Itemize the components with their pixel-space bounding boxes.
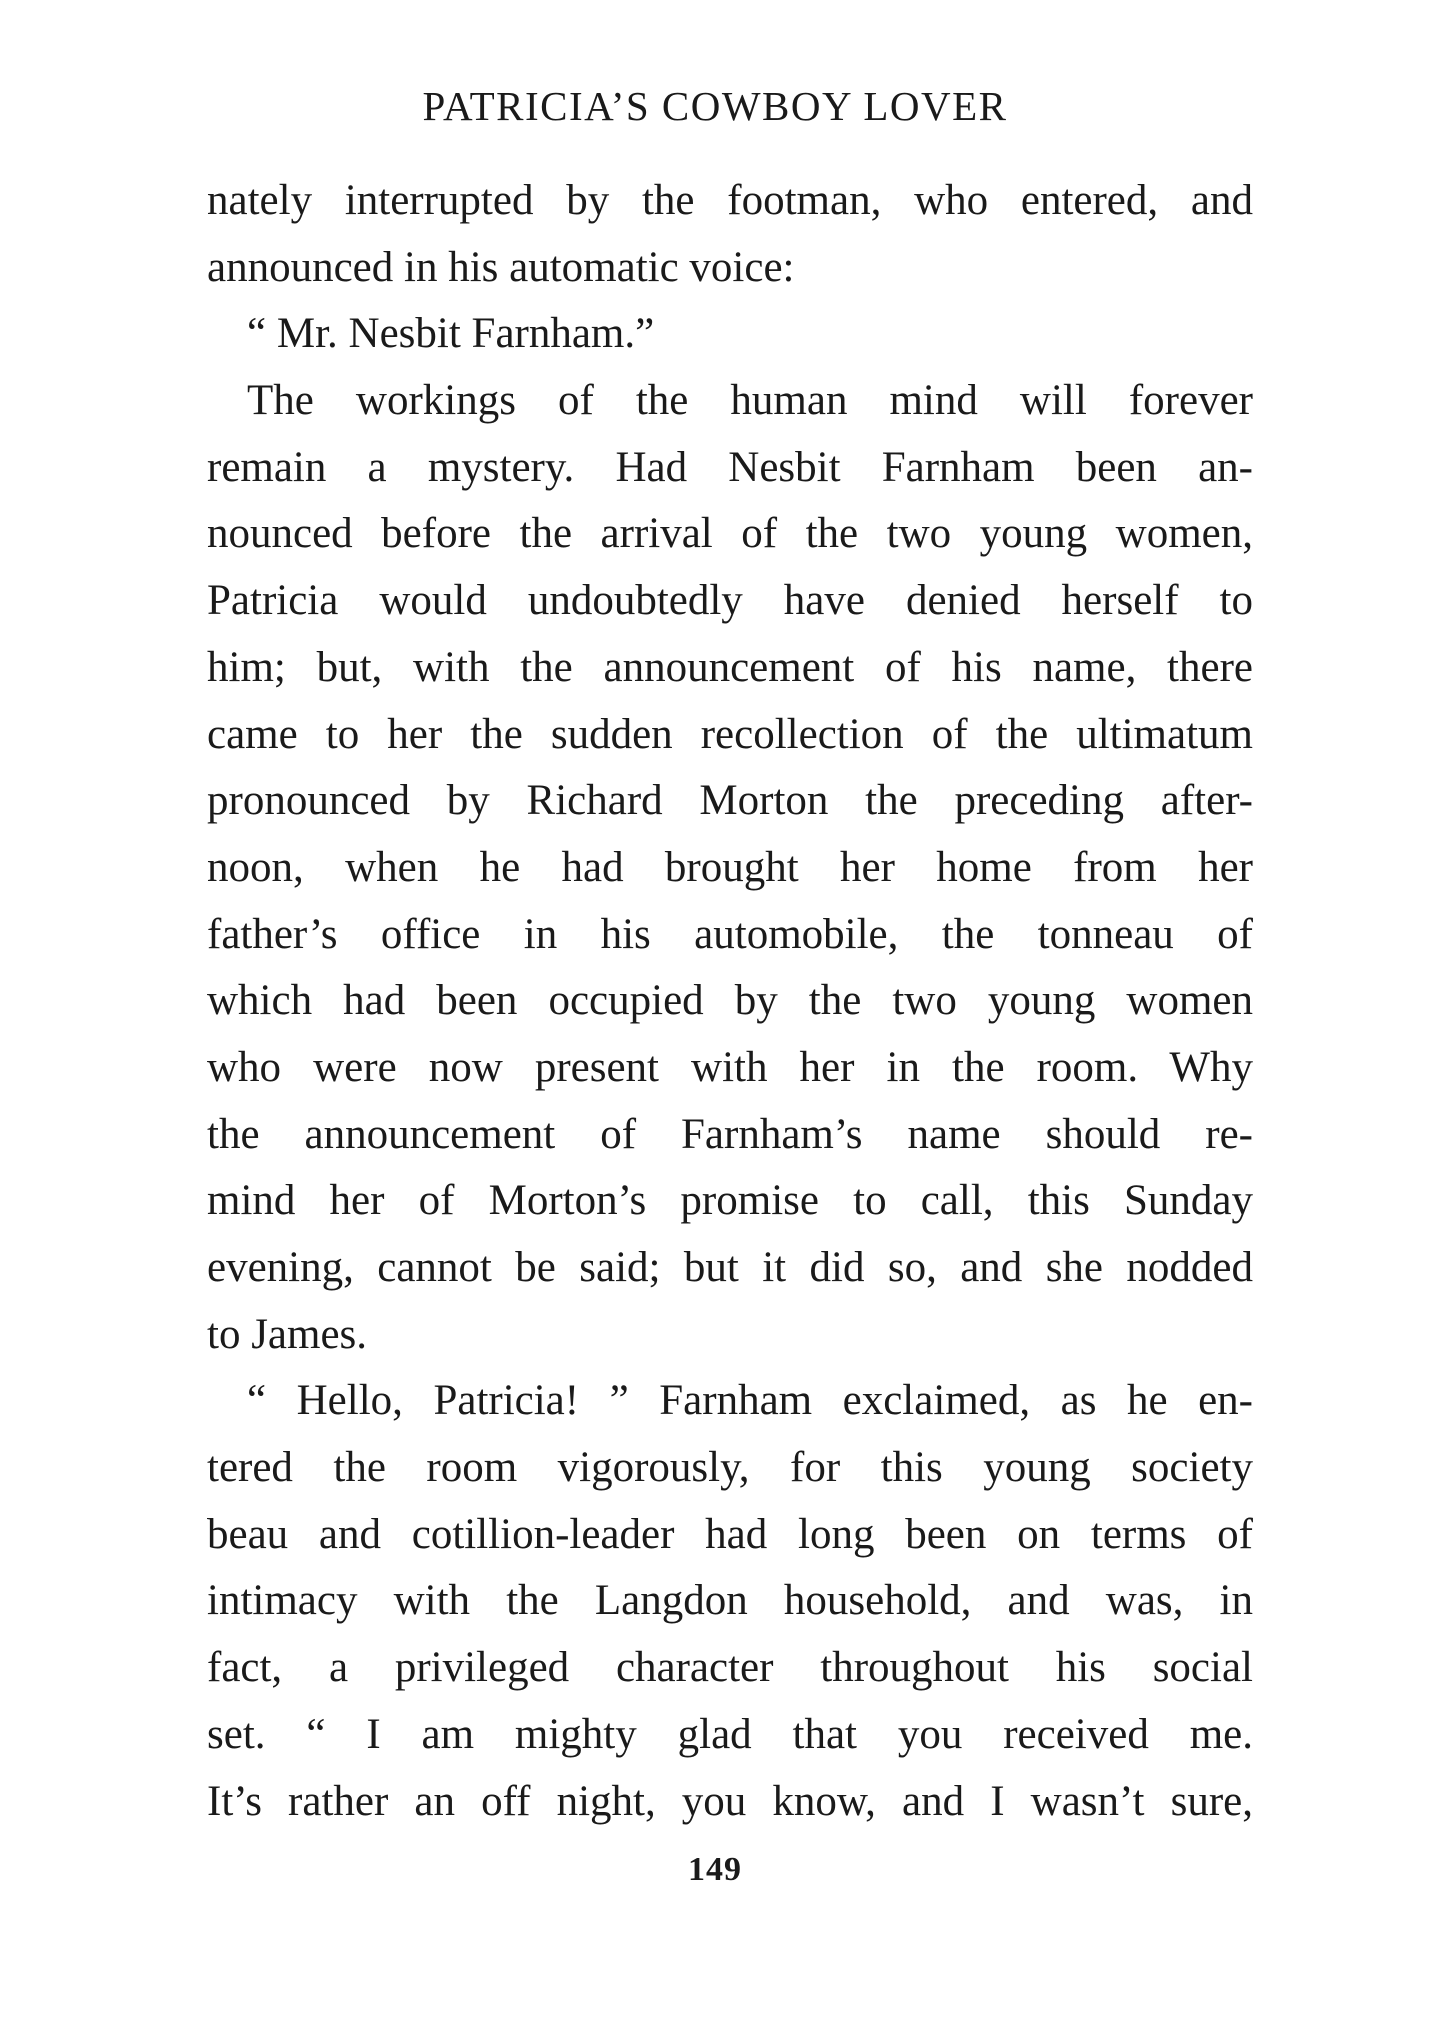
page-number: 149 bbox=[688, 1851, 742, 1888]
text-line: evening, cannot be said; but it did so, and she nodded bbox=[207, 1244, 1253, 1291]
text-line: “ Hello, Patricia! ” Farnham exclaimed, as he en- bbox=[247, 1377, 1253, 1425]
text-line: announced in his automatic voice: bbox=[207, 243, 795, 291]
text-line: beau and cotillion-leader had long been on terms of bbox=[207, 1510, 1253, 1558]
text-line: nounced before the arrival of the two young women, bbox=[207, 510, 1253, 558]
text-line: pronounced by Richard Morton the preceding after- bbox=[207, 777, 1253, 825]
running-header: PATRICIA’S COWBOY LOVER bbox=[422, 83, 1008, 129]
text-line: tered the room vigorously, for this young society bbox=[207, 1444, 1253, 1492]
text-line: nately interrupted by the footman, who entered, and bbox=[207, 177, 1253, 224]
text-line: Patricia would undoubtedly have denied herself to bbox=[207, 577, 1253, 625]
text-line: “ Mr. Nesbit Farnham.” bbox=[247, 310, 655, 358]
text-line: set. “ I am mighty glad that you received me. bbox=[207, 1710, 1253, 1758]
text-line: mind her of Morton’s promise to call, this Sunday bbox=[207, 1177, 1253, 1225]
text-line: The workings of the human mind will forever bbox=[247, 377, 1253, 425]
text-line: him; but, with the announcement of his name, there bbox=[207, 643, 1253, 691]
text-line: It’s rather an off night, you know, and I wasn’t sure, bbox=[207, 1777, 1253, 1825]
text-line: came to her the sudden recollection of the ultimatum bbox=[207, 710, 1253, 758]
text-line: which had been occupied by the two young women bbox=[207, 977, 1253, 1025]
text-line: father’s office in his automobile, the tonneau of bbox=[207, 910, 1253, 958]
text-line: to James. bbox=[207, 1310, 368, 1358]
text-line: noon, when he had brought her home from her bbox=[207, 843, 1253, 891]
text-line: the announcement of Farnham’s name should re- bbox=[207, 1110, 1253, 1158]
body-text bbox=[207, 168, 1253, 1835]
text-line: remain a mystery. Had Nesbit Farnham been an- bbox=[207, 443, 1253, 491]
text-line: fact, a privileged character throughout his social bbox=[207, 1644, 1253, 1692]
text-line: who were now present with her in the room. Why bbox=[207, 1043, 1253, 1091]
text-line: intimacy with the Langdon household, and was, in bbox=[207, 1577, 1253, 1625]
